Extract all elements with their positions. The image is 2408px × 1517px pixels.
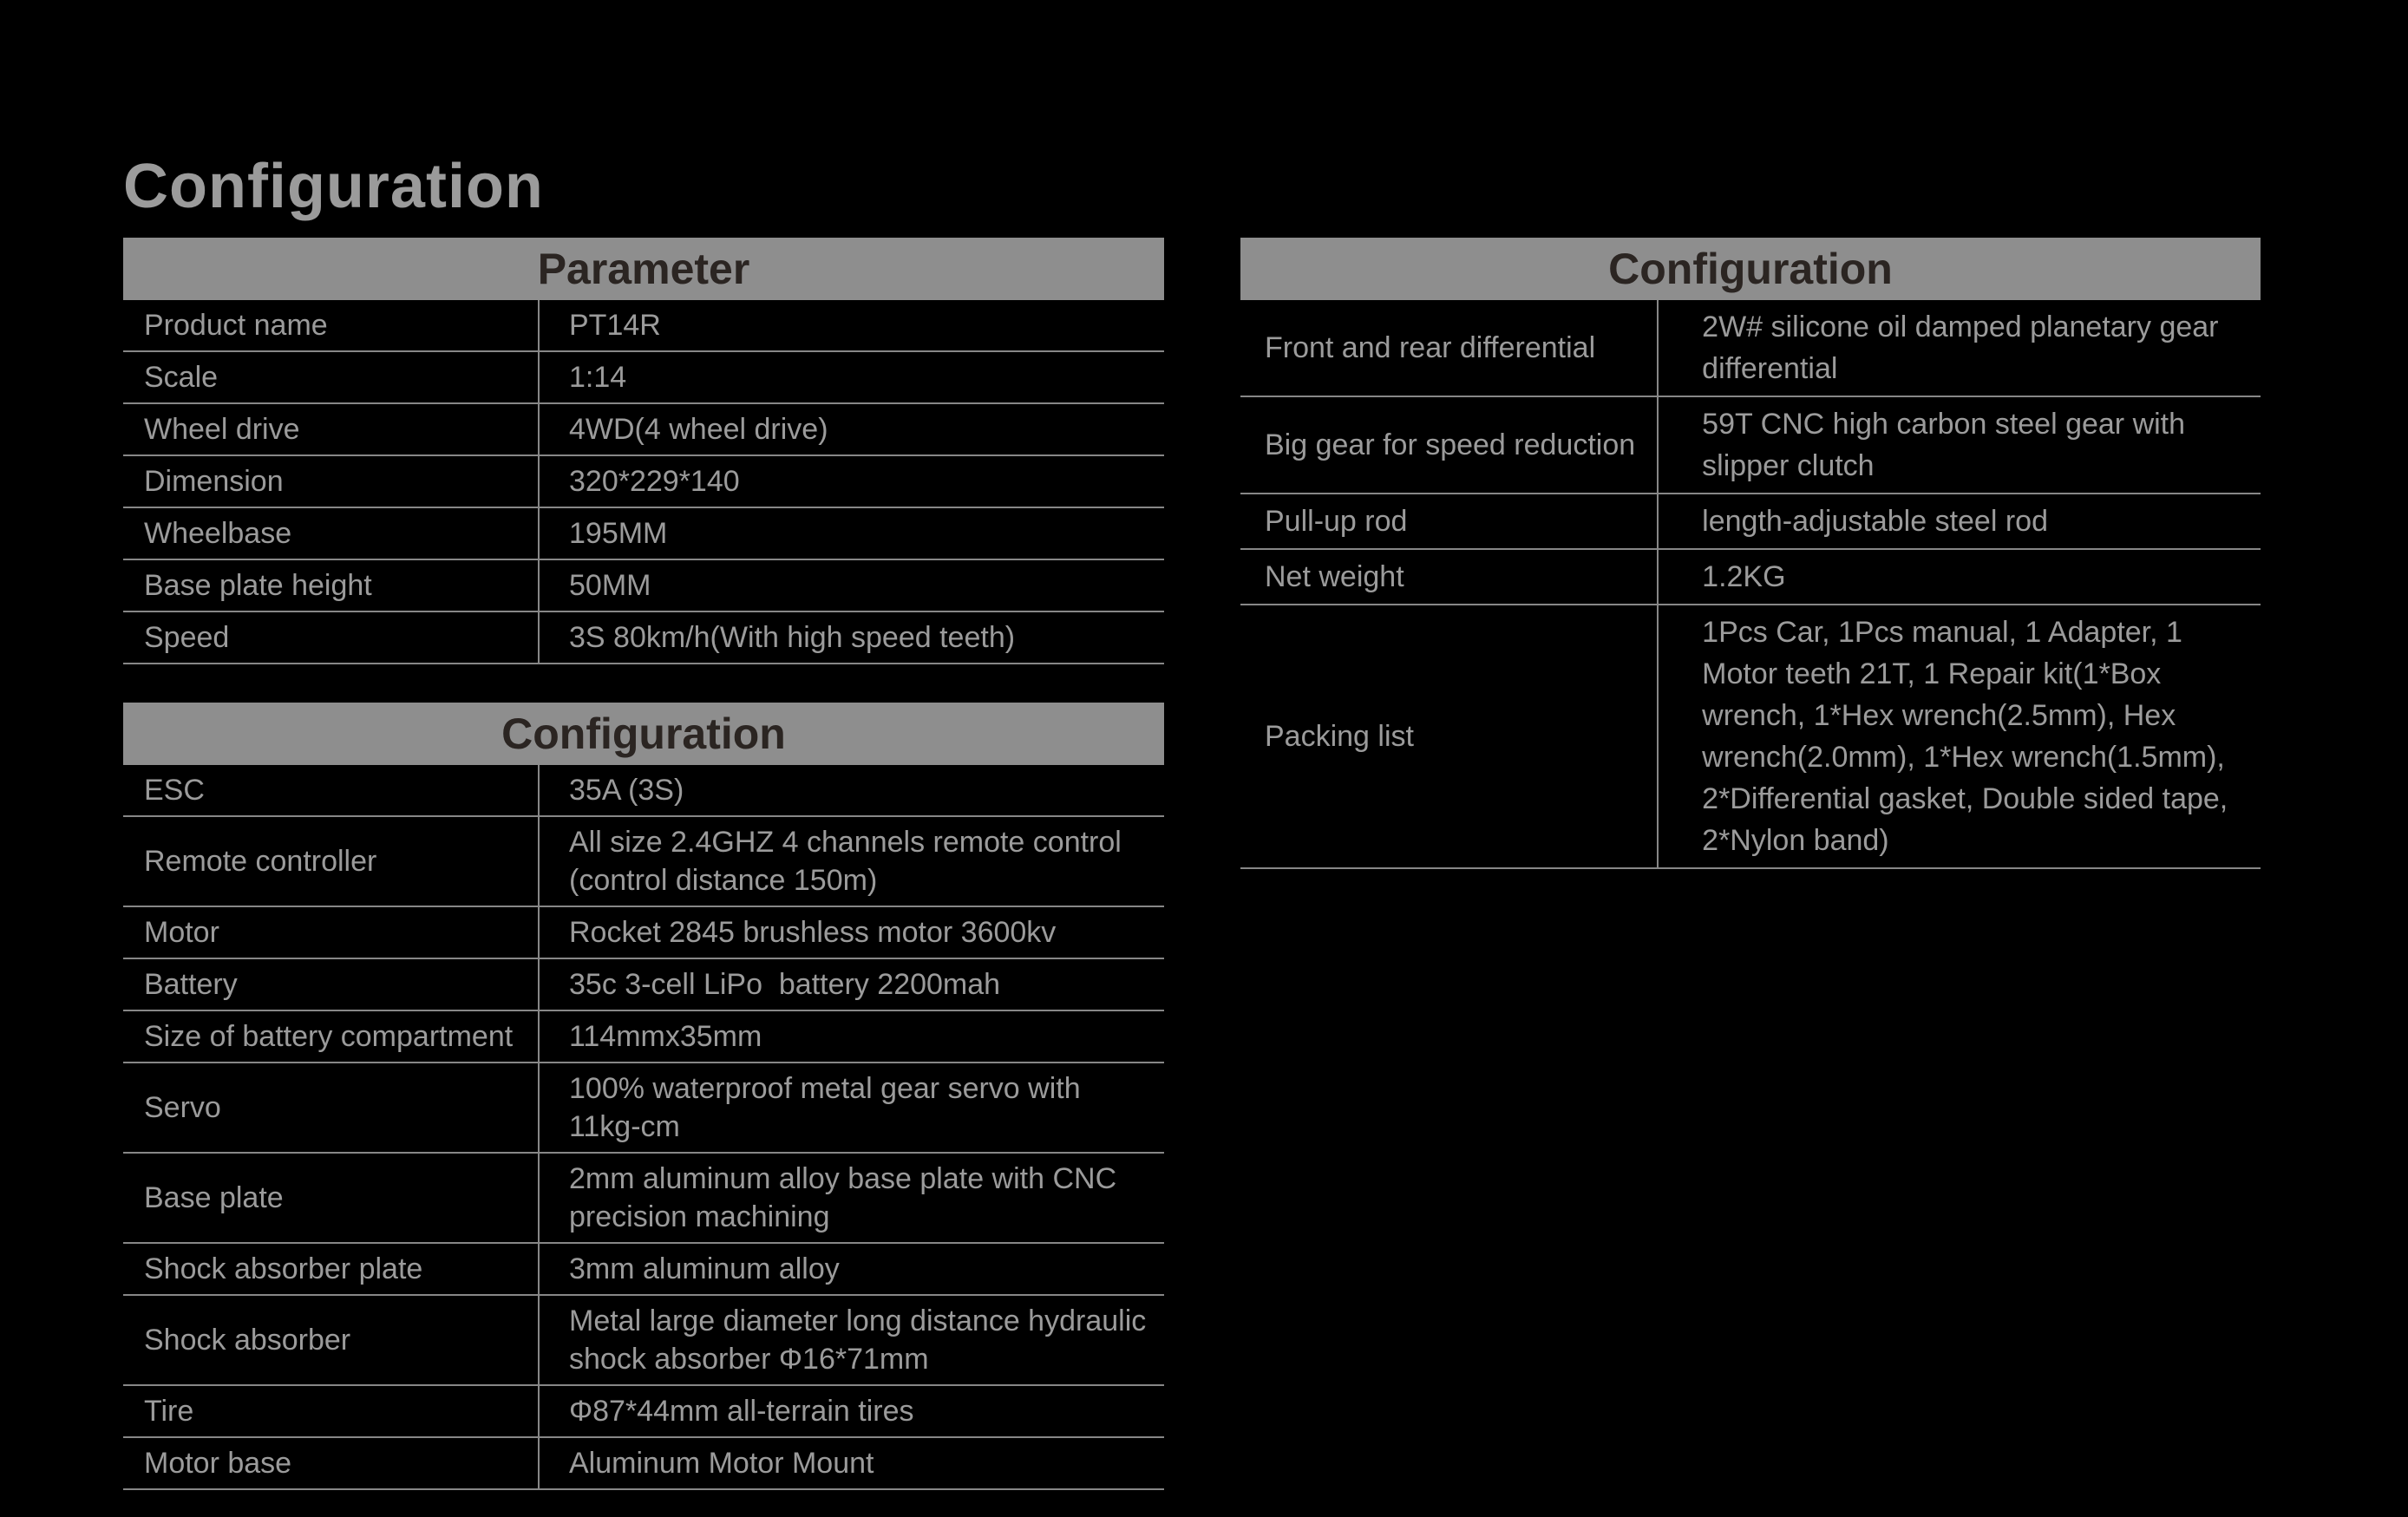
table-row [123,959,1164,1011]
row-label: Wheelbase [123,508,540,559]
row-value: length-adjustable steel rod [1702,505,2048,538]
row-label: Shock absorber [123,1296,540,1384]
table-row [123,300,1164,352]
row-label: Motor base [123,1438,540,1488]
table-row [1240,550,2261,605]
table-row [123,907,1164,959]
row-label: ESC [123,765,540,815]
configuration-table-right [1240,238,2261,869]
table-row [123,1011,1164,1063]
row-value: 59T CNC high carbon steel gear with slipper clutch [1702,408,2194,482]
page-title: Configuration [123,152,544,222]
row-label: Product name [123,300,540,350]
row-label: Front and rear differential [1240,300,1659,396]
table-row [123,404,1164,456]
configuration-left-body [123,765,1164,1490]
table-row [1240,397,2261,494]
row-label: Big gear for speed reduction [1240,397,1659,493]
table-row [123,352,1164,404]
row-value: 2W# silicone oil damped planetary gear differential [1702,311,2227,385]
row-value: Rocket 2845 brushless motor 3600kv [569,916,1057,949]
row-label: Net weight [1240,550,1659,604]
row-value: All size 2.4GHZ 4 channels remote control (control distance 150m) [569,826,1130,897]
row-value: 1.2KG [1702,560,1786,593]
row-value: 35A (3S) [569,774,684,807]
row-label: Dimension [123,456,540,507]
table-row [1240,494,2261,550]
row-label: Packing list [1240,605,1659,867]
table-row [123,1154,1164,1244]
table-row [123,817,1164,907]
row-value: Metal large diameter long distance hydraulic shock absorber Φ16*71mm [569,1304,1155,1376]
parameter-table [123,238,1164,664]
row-value: 1:14 [569,361,627,394]
row-label: Size of battery compartment [123,1011,540,1062]
table-row [1240,605,2261,869]
row-label: Servo [123,1063,540,1152]
row-value: 114mmx35mm [569,1020,762,1053]
table-row [123,560,1164,612]
row-label: Shock absorber plate [123,1244,540,1294]
row-value: 50MM [569,569,651,602]
row-value: 3S 80km/h(With high speed teeth) [569,621,1016,654]
row-value: 3mm aluminum alloy [569,1252,840,1285]
configuration-right-body [1240,300,2261,869]
row-label: Wheel drive [123,404,540,454]
configuration-left-header: Configuration [123,703,1164,765]
table-row [123,1386,1164,1438]
row-value: PT14R [569,309,661,342]
parameter-table-header: Parameter [123,238,1164,300]
row-value: 35c 3-cell LiPo battery 2200mah [569,968,1001,1001]
row-value: Aluminum Motor Mount [569,1447,874,1480]
parameter-table-body [123,300,1164,664]
table-row [123,765,1164,817]
table-row [1240,300,2261,397]
row-label: Base plate height [123,560,540,611]
row-label: Base plate [123,1154,540,1242]
table-row [123,456,1164,508]
row-value: 195MM [569,517,668,550]
configuration-table-left [123,703,1164,1490]
row-label: Pull-up rod [1240,494,1659,548]
row-value: 2mm aluminum alloy base plate with CNC precision machining [569,1162,1125,1233]
table-row [123,1296,1164,1386]
right-column [1240,238,2261,869]
row-label: Motor [123,907,540,958]
row-value: 4WD(4 wheel drive) [569,413,828,446]
row-label: Scale [123,352,540,402]
row-value: 1Pcs Car, 1Pcs manual, 1 Adapter, 1 Motor teeth 21T, 1 Repair kit(1*Box wrench, 1*Hex wrench(2.5mm), Hex wrench(2.0mm), 1*Hex wrench(1.5mm), 2*Differential gasket, Double sided tape, 2*Nylon band) [1702,616,2236,857]
table-row [123,1438,1164,1490]
row-value: 100% waterproof metal gear servo with 11kg-cm [569,1072,1089,1143]
row-label: Tire [123,1386,540,1436]
row-label: Speed [123,612,540,663]
table-row [123,508,1164,560]
row-value: 320*229*140 [569,465,740,498]
row-label: Remote controller [123,817,540,906]
configuration-right-header: Configuration [1240,238,2261,300]
row-value: Φ87*44mm all-terrain tires [569,1395,914,1428]
row-label: Battery [123,959,540,1010]
left-column [123,238,1164,1490]
table-row [123,612,1164,664]
table-row [123,1244,1164,1296]
table-row [123,1063,1164,1154]
